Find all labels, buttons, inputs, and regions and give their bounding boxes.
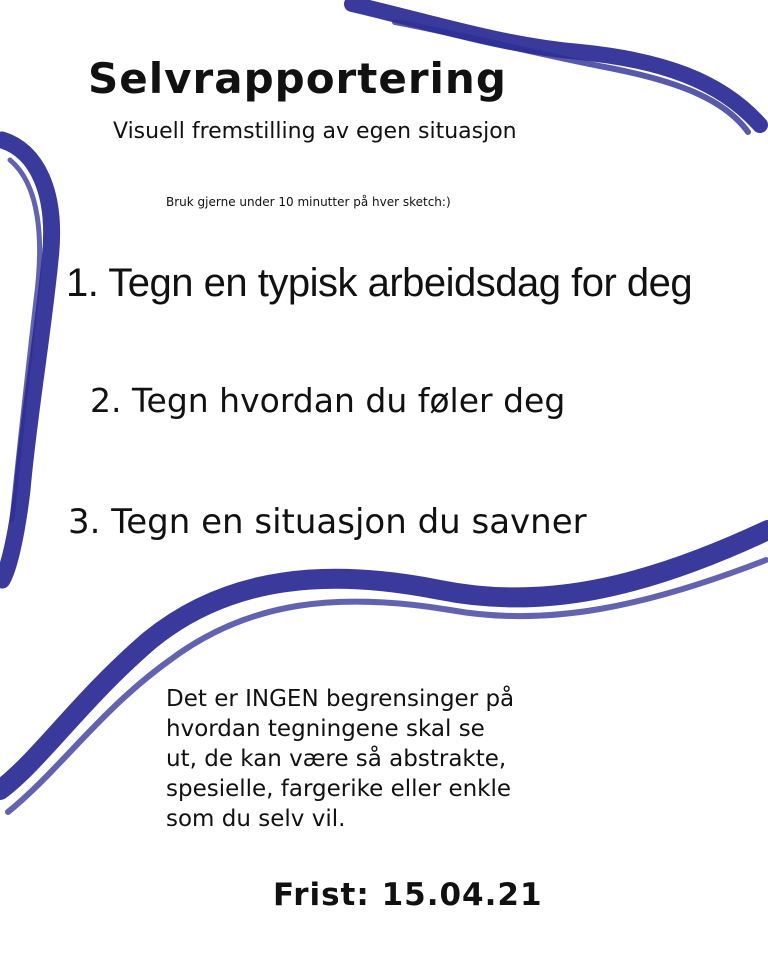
info-line: spesielle, fargerike eller enkle <box>166 776 512 802</box>
task-item-1: 1. Tegn en typisk arbeidsdag for deg <box>66 261 693 305</box>
info-line: ut, de kan være så abstrakte, <box>166 746 507 772</box>
page-subtitle: Visuell fremstilling av egen situasjon <box>113 119 517 144</box>
page-title: Selvrapportering <box>88 54 507 103</box>
task-item-2: 2. Tegn hvordan du føler deg <box>90 381 566 420</box>
time-note: Bruk gjerne under 10 minutter på hver sketch:) <box>166 195 451 209</box>
task-item-3: 3. Tegn en situasjon du savner <box>68 502 587 542</box>
info-paragraph <box>166 684 636 834</box>
info-line: hvordan tegningene skal se <box>166 716 485 742</box>
info-line: Det er INGEN begrensinger på <box>166 686 515 712</box>
info-line: som du selv vil. <box>166 806 346 832</box>
deadline-text: Frist: 15.04.21 <box>273 877 543 913</box>
